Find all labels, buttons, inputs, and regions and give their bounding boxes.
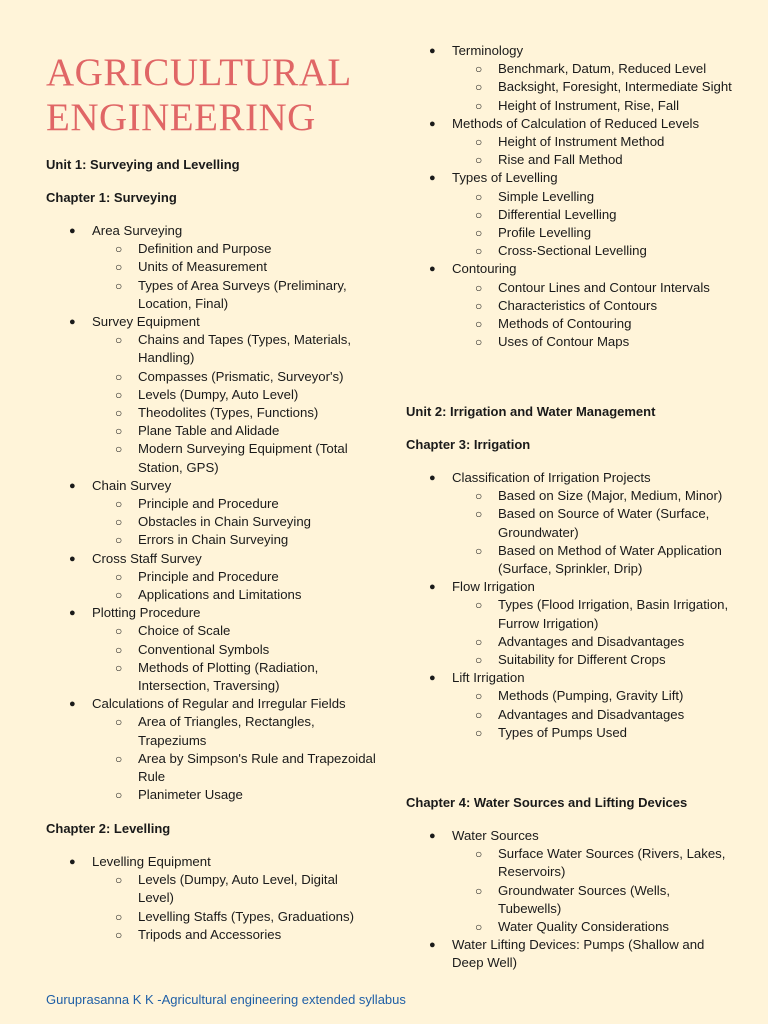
- sub-list-item: [46, 331, 376, 367]
- unit-1-heading: Unit 1: Surveying and Levelling: [46, 157, 240, 172]
- hollow-bullet-icon: ○: [115, 424, 123, 439]
- sub-list-item-label: Methods (Pumping, Gravity Lift): [498, 688, 684, 704]
- bullet-icon: ●: [429, 263, 436, 276]
- bullet-icon: ●: [429, 45, 436, 57]
- sub-list-item: [406, 97, 736, 115]
- sub-list-item: [46, 622, 376, 640]
- sub-list-item: [46, 513, 376, 531]
- sub-list-item: [46, 258, 376, 276]
- bullet-icon: ●: [69, 856, 76, 868]
- levelling-continued-list: [406, 42, 736, 351]
- hollow-bullet-icon: ○: [115, 909, 123, 924]
- sub-list-item: [46, 422, 376, 440]
- list-item-label: Lift Irrigation: [452, 670, 525, 686]
- sub-list-item-label: Definition and Purpose: [138, 241, 272, 257]
- hollow-bullet-icon: ○: [115, 515, 123, 530]
- sub-list-item: [406, 133, 736, 151]
- hollow-bullet-icon: ○: [475, 226, 483, 241]
- sub-list-item-label: Area of Triangles, Rectangles, Trapeziums: [138, 714, 315, 748]
- hollow-bullet-icon: ○: [475, 207, 483, 222]
- list-item-label: Flow Irrigation: [452, 579, 535, 595]
- sub-list-item-label: Methods of Plotting (Radiation, Intersection, Traversing): [138, 659, 319, 694]
- list-item-label: Classification of Irrigation Projects: [452, 470, 651, 485]
- sub-list-item-label: Benchmark, Datum, Reduced Level: [498, 61, 707, 77]
- sub-list-item-label: Profile Levelling: [498, 225, 592, 241]
- sub-list-item: [406, 596, 736, 632]
- hollow-bullet-icon: ○: [115, 260, 123, 275]
- sub-list: [92, 713, 376, 804]
- list-item-label: Survey Equipment: [92, 314, 200, 330]
- sub-list-item-label: Compasses (Prismatic, Surveyor's): [138, 368, 344, 384]
- sub-list-item-label: Groundwater Sources (Wells, Tubewells): [498, 882, 670, 916]
- sub-list: [452, 687, 736, 742]
- hollow-bullet-icon: ○: [115, 369, 123, 384]
- hollow-bullet-icon: ○: [475, 189, 483, 204]
- sub-list-item: [46, 908, 376, 926]
- sub-list: [452, 133, 736, 169]
- chapter-4-heading: Chapter 4: Water Sources and Lifting Devices: [406, 795, 688, 810]
- sub-list-item-label: Methods of Contouring: [498, 316, 632, 332]
- list-item: [406, 578, 736, 669]
- hollow-bullet-icon: ○: [475, 725, 483, 740]
- list-item: [46, 853, 376, 944]
- hollow-bullet-icon: ○: [115, 751, 123, 766]
- sub-list-item-label: Based on Source of Water (Surface, Groundwater): [498, 506, 710, 540]
- list-item-label: Contouring: [452, 261, 517, 277]
- list-item-label: Cross Staff Survey: [92, 550, 202, 566]
- sub-list-item-label: Units of Measurement: [138, 259, 267, 275]
- sub-list-item: [46, 495, 376, 513]
- sub-list: [452, 60, 736, 115]
- sub-list: [452, 279, 736, 352]
- sub-list: [92, 568, 376, 604]
- list-item-label: Chain Survey: [92, 477, 172, 493]
- sub-list-item: [46, 750, 376, 786]
- sub-list-item: [46, 926, 376, 944]
- hollow-bullet-icon: ○: [115, 406, 123, 421]
- sub-list-item: [406, 633, 736, 651]
- bullet-icon: ●: [69, 225, 76, 237]
- bullet-icon: ●: [429, 172, 436, 185]
- list-item: [406, 469, 736, 578]
- list-item: [406, 115, 736, 170]
- sub-list-item: [406, 242, 736, 260]
- sub-list: [452, 845, 736, 936]
- list-item: [46, 477, 376, 550]
- sub-list-item: [406, 845, 736, 881]
- sub-list: [452, 188, 736, 261]
- bullet-icon: ●: [69, 552, 76, 565]
- sub-list-item: [46, 440, 376, 476]
- sub-list-item: [46, 368, 376, 386]
- sub-list-item-label: Based on Method of Water Application (Surface, Sprinkler, Drip): [498, 542, 722, 577]
- sub-list-item-label: Plane Table and Alidade: [138, 423, 280, 439]
- hollow-bullet-icon: ○: [115, 533, 123, 548]
- bullet-icon: ●: [69, 316, 76, 329]
- sub-list-item-label: Levelling Staffs (Types, Graduations): [138, 908, 354, 924]
- bullet-icon: ●: [429, 939, 436, 952]
- hollow-bullet-icon: ○: [475, 883, 483, 898]
- sub-list-item-label: Advantages and Disadvantages: [498, 633, 685, 649]
- hollow-bullet-icon: ○: [475, 598, 483, 613]
- sub-list-item-label: Tripods and Accessories: [138, 926, 282, 942]
- chapter-1-heading: Chapter 1: Surveying: [46, 190, 177, 205]
- hollow-bullet-icon: ○: [475, 653, 483, 668]
- hollow-bullet-icon: ○: [475, 62, 483, 77]
- sub-list-item: [406, 297, 736, 315]
- sub-list-item-label: Uses of Contour Maps: [498, 334, 630, 350]
- chapter-4-list: [406, 827, 736, 973]
- chapter-2-list: [46, 853, 376, 944]
- list-item: [46, 604, 376, 695]
- sub-list-item-label: Types (Flood Irrigation, Basin Irrigation, Furrow Irrigation): [498, 597, 729, 631]
- sub-list-item-label: Planimeter Usage: [138, 787, 243, 803]
- hollow-bullet-icon: ○: [115, 624, 123, 639]
- sub-list-item-label: Obstacles in Chain Surveying: [138, 514, 311, 530]
- sub-list-item: [406, 882, 736, 918]
- chapter-3-list: [406, 469, 736, 742]
- bullet-icon: ●: [429, 672, 436, 685]
- sub-list-item: [406, 188, 736, 206]
- hollow-bullet-icon: ○: [115, 497, 123, 512]
- sub-list-item: [406, 542, 736, 578]
- hollow-bullet-icon: ○: [475, 634, 483, 649]
- sub-list-item: [46, 641, 376, 659]
- hollow-bullet-icon: ○: [475, 335, 483, 350]
- sub-list-item-label: Water Quality Considerations: [498, 919, 670, 935]
- hollow-bullet-icon: ○: [115, 278, 123, 293]
- hollow-bullet-icon: ○: [475, 489, 483, 504]
- sub-list-item: [406, 333, 736, 351]
- bullet-icon: ●: [69, 479, 76, 492]
- list-item: [406, 669, 736, 742]
- sub-list-item-label: Theodolites (Types, Functions): [138, 405, 319, 421]
- sub-list-item: [406, 918, 736, 936]
- list-item-label: Water Lifting Devices: Pumps (Shallow and Deep Well): [452, 937, 705, 971]
- sub-list-item: [406, 706, 736, 724]
- list-item: [46, 222, 376, 313]
- hollow-bullet-icon: ○: [475, 317, 483, 332]
- hollow-bullet-icon: ○: [475, 543, 483, 558]
- bullet-icon: ●: [429, 117, 436, 130]
- sub-list-item-label: Backsight, Foresight, Intermediate Sight: [498, 79, 732, 95]
- hollow-bullet-icon: ○: [115, 715, 123, 730]
- sub-list-item: [46, 277, 376, 313]
- list-item: [406, 260, 736, 351]
- hollow-bullet-icon: ○: [115, 642, 123, 657]
- list-item-label: Terminology: [452, 43, 524, 58]
- list-item-label: Calculations of Regular and Irregular Fields: [92, 696, 346, 712]
- hollow-bullet-icon: ○: [115, 788, 123, 803]
- list-item-label: Plotting Procedure: [92, 605, 201, 621]
- sub-list-item-label: Errors in Chain Surveying: [138, 532, 289, 548]
- sub-list-item-label: Characteristics of Contours: [498, 297, 658, 313]
- sub-list-item-label: Area by Simpson's Rule and Trapezoidal Rule: [138, 750, 376, 785]
- sub-list-item: [406, 224, 736, 242]
- list-item-label: Levelling Equipment: [92, 854, 211, 869]
- hollow-bullet-icon: ○: [475, 98, 483, 113]
- sub-list-item: [46, 531, 376, 549]
- page-title: [46, 50, 376, 140]
- sub-list-item: [46, 871, 376, 907]
- sub-list-item-label: Height of Instrument Method: [498, 134, 665, 150]
- sub-list: [92, 871, 376, 944]
- sub-list-item: [406, 78, 736, 96]
- sub-list-item-label: Chains and Tapes (Types, Materials, Handling): [138, 332, 352, 366]
- bullet-icon: ●: [429, 472, 436, 484]
- bullet-icon: ●: [69, 698, 76, 711]
- sub-list-item: [46, 713, 376, 749]
- hollow-bullet-icon: ○: [115, 569, 123, 584]
- hollow-bullet-icon: ○: [475, 707, 483, 722]
- sub-list-item-label: Levels (Dumpy, Auto Level, Digital Level): [138, 872, 338, 906]
- sub-list-item: [46, 240, 376, 258]
- sub-list-item: [406, 505, 736, 541]
- list-item: [46, 313, 376, 477]
- sub-list-item-label: Modern Surveying Equipment (Total Station, GPS): [138, 441, 348, 475]
- title-line-1: AGRICULTURAL: [46, 51, 352, 94]
- sub-list-item-label: Contour Lines and Contour Intervals: [498, 279, 710, 295]
- sub-list-item: [46, 404, 376, 422]
- sub-list-item: [406, 60, 736, 78]
- sub-list-item-label: Types of Area Surveys (Preliminary, Location, Final): [138, 277, 347, 311]
- sub-list-item-label: Choice of Scale: [138, 623, 231, 639]
- list-item: [406, 827, 736, 936]
- hollow-bullet-icon: ○: [115, 242, 123, 257]
- unit-2-heading: Unit 2: Irrigation and Water Management: [406, 404, 656, 419]
- hollow-bullet-icon: ○: [475, 135, 483, 150]
- hollow-bullet-icon: ○: [115, 660, 123, 675]
- hollow-bullet-icon: ○: [115, 387, 123, 402]
- sub-list-item: [406, 206, 736, 224]
- hollow-bullet-icon: ○: [475, 153, 483, 168]
- sub-list-item-label: Differential Levelling: [498, 206, 617, 222]
- bullet-icon: ●: [69, 607, 76, 620]
- hollow-bullet-icon: ○: [115, 588, 123, 603]
- sub-list-item: [46, 786, 376, 804]
- hollow-bullet-icon: ○: [115, 927, 123, 942]
- sub-list-item: [406, 724, 736, 742]
- hollow-bullet-icon: ○: [475, 244, 483, 259]
- title-line-2: ENGINEERING: [46, 96, 316, 139]
- hollow-bullet-icon: ○: [115, 442, 123, 457]
- sub-list-item: [406, 651, 736, 669]
- list-item-label: Water Sources: [452, 828, 539, 843]
- list-item: [406, 169, 736, 260]
- sub-list-item: [406, 687, 736, 705]
- sub-list-item: [46, 568, 376, 586]
- sub-list: [92, 622, 376, 695]
- sub-list-item-label: Applications and Limitations: [138, 587, 302, 603]
- hollow-bullet-icon: ○: [475, 298, 483, 313]
- bullet-icon: ●: [429, 581, 436, 594]
- sub-list-item: [406, 151, 736, 169]
- chapter-1-list: [46, 222, 376, 805]
- sub-list-item-label: Principle and Procedure: [138, 568, 279, 584]
- sub-list: [92, 240, 376, 313]
- sub-list-item-label: Suitability for Different Crops: [498, 652, 666, 668]
- list-item: [406, 936, 736, 972]
- hollow-bullet-icon: ○: [115, 333, 123, 348]
- sub-list: [92, 331, 376, 477]
- list-item: [46, 695, 376, 804]
- sub-list-item-label: Advantages and Disadvantages: [498, 706, 685, 722]
- sub-list-item: [46, 659, 376, 695]
- hollow-bullet-icon: ○: [475, 280, 483, 295]
- list-item: [46, 550, 376, 605]
- chapter-2-heading: Chapter 2: Levelling: [46, 821, 171, 836]
- sub-list-item-label: Cross-Sectional Levelling: [498, 243, 647, 259]
- footer-credit: Guruprasanna K K -Agricultural engineering extended syllabus: [46, 992, 406, 1007]
- sub-list-item-label: Rise and Fall Method: [498, 152, 623, 168]
- sub-list-item-label: Levels (Dumpy, Auto Level): [138, 386, 299, 402]
- sub-list-item: [46, 386, 376, 404]
- list-item-label: Types of Levelling: [452, 170, 558, 186]
- hollow-bullet-icon: ○: [475, 507, 483, 522]
- sub-list-item: [406, 487, 736, 505]
- bullet-icon: ●: [429, 830, 436, 842]
- sub-list: [452, 487, 736, 578]
- sub-list: [92, 495, 376, 550]
- sub-list-item-label: Conventional Symbols: [138, 641, 270, 657]
- hollow-bullet-icon: ○: [475, 80, 483, 95]
- hollow-bullet-icon: ○: [115, 873, 123, 888]
- sub-list-item-label: Surface Water Sources (Rivers, Lakes, Reservoirs): [498, 846, 726, 880]
- sub-list-item-label: Simple Levelling: [498, 188, 595, 204]
- list-item-label: Area Surveying: [92, 223, 183, 238]
- sub-list-item: [46, 586, 376, 604]
- list-item-label: Methods of Calculation of Reduced Levels: [452, 115, 700, 131]
- sub-list-item: [406, 315, 736, 333]
- sub-list: [452, 596, 736, 669]
- sub-list-item-label: Principle and Procedure: [138, 496, 279, 512]
- sub-list-item: [406, 279, 736, 297]
- sub-list-item-label: Types of Pumps Used: [498, 724, 628, 740]
- hollow-bullet-icon: ○: [475, 920, 483, 935]
- sub-list-item-label: Height of Instrument, Rise, Fall: [498, 97, 680, 113]
- sub-list-item-label: Based on Size (Major, Medium, Minor): [498, 488, 723, 504]
- list-item: [406, 42, 736, 115]
- hollow-bullet-icon: ○: [475, 847, 483, 862]
- hollow-bullet-icon: ○: [475, 689, 483, 704]
- chapter-3-heading: Chapter 3: Irrigation: [406, 437, 531, 452]
